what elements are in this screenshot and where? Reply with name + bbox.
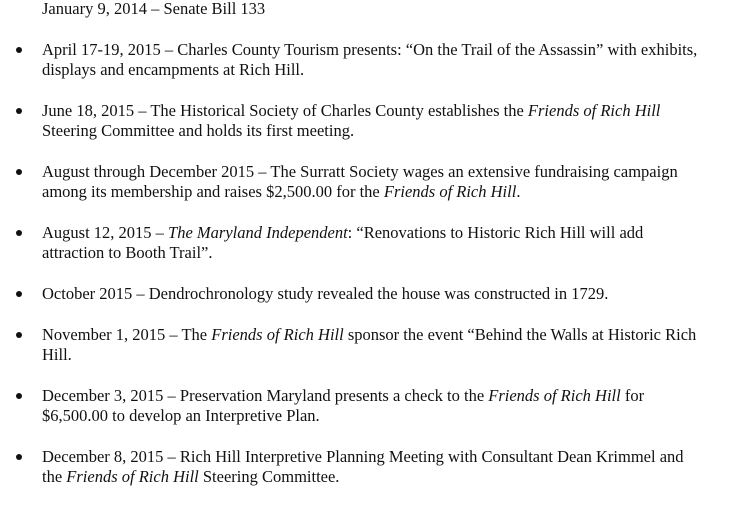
entry-text: [42, 284, 698, 304]
entry-text: [42, 223, 698, 263]
bullet-icon: [16, 47, 22, 53]
entry-text-segment: December 8, 2015 – Rich Hill Interpretive Planning Meeting with Consultant Dean Krimmel and the: [42, 447, 684, 486]
entry-text-segment: April 17-19, 2015 – Charles County Tourism presents: “On the Trail of the Assassin” with exhibits, displays and encampments at Rich Hill.: [42, 40, 698, 79]
entry-text: [42, 101, 698, 141]
organization-name: Friends of Rich Hill: [488, 386, 621, 405]
entry-text-segment: December 3, 2015 – Preservation Maryland presents a check to the: [42, 386, 489, 405]
bullet-icon: [16, 332, 22, 338]
publication-name: The Maryland Independent: [168, 223, 348, 242]
entry-text-segment: .: [516, 182, 521, 201]
entry-text-segment: October 2015 – Dendrochronology study revealed the house was constructed in 1729.: [42, 284, 609, 303]
bullet-icon: [16, 108, 22, 114]
entry-text-segment: sponsor the event “Behind the Walls at Historic Rich Hill.: [42, 325, 697, 364]
entry-text-segment: Steering Committee and holds its first meeting.: [42, 121, 355, 140]
entry-text: [42, 325, 698, 365]
timeline-entry: [0, 447, 738, 487]
organization-name: Friends of Rich Hill: [66, 467, 199, 486]
entry-text-segment: August through December 2015 – The Surratt Society wages an extensive fundraising campaign among its membership and raises $2,500.00 for the: [42, 162, 678, 201]
entry-text-segment: November 1, 2015 – The: [42, 325, 212, 344]
timeline-entry: [0, 162, 738, 202]
entry-text-segment: for $6,500.00 to develop an Interpretive Plan.: [42, 386, 645, 425]
timeline-entry: [0, 223, 738, 263]
bullet-icon: [16, 393, 22, 399]
entry-text-segment: August 12, 2015 –: [42, 223, 169, 242]
timeline-entry: [0, 101, 738, 141]
entry-text: [42, 162, 698, 202]
entry-text-segment: June 18, 2015 – The Historical Society of Charles County establishes the: [42, 101, 528, 120]
bullet-icon: [16, 291, 22, 297]
timeline-entry: [0, 40, 738, 80]
entry-text: [42, 386, 698, 426]
entry-text-segment: : “Renovations to Historic Rich Hill will add attraction to Booth Trail”.: [42, 223, 644, 262]
entry-text: [42, 0, 698, 19]
bullet-icon: [16, 230, 22, 236]
timeline-entry: [0, 386, 738, 426]
bullet-icon: [16, 169, 22, 175]
organization-name: Friends of Rich Hill: [383, 182, 517, 201]
entry-text-segment: January 9, 2014 – Senate Bill 133: [42, 0, 266, 18]
timeline-entry: [0, 284, 738, 304]
entry-text: [42, 447, 698, 487]
entry-text-segment: Steering Committee.: [198, 467, 340, 486]
timeline-entry: [0, 325, 738, 365]
organization-name: Friends of Rich Hill: [527, 101, 661, 120]
timeline-entry: [0, 0, 738, 19]
organization-name: Friends of Rich Hill: [211, 325, 344, 344]
bullet-icon: [16, 454, 22, 460]
entry-text: [42, 40, 698, 80]
